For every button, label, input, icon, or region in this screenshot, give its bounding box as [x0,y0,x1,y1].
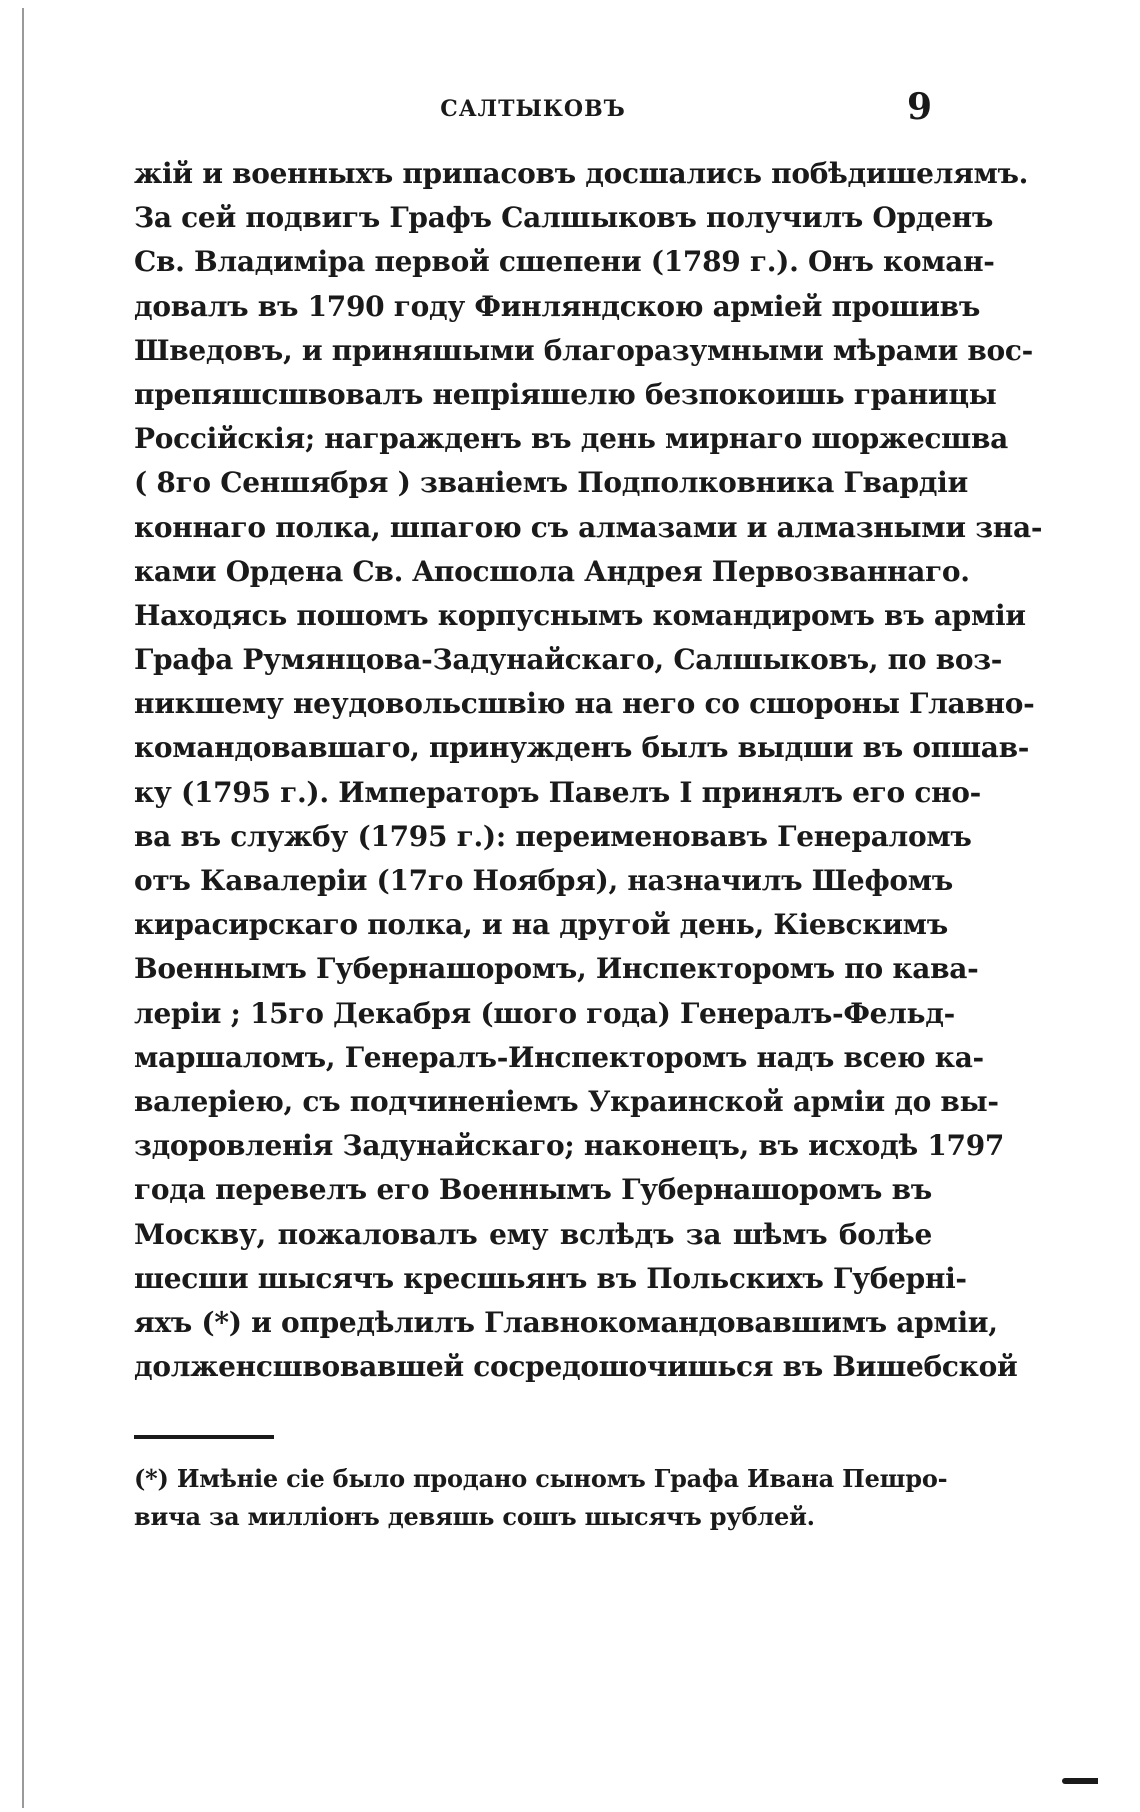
text-line: Находясь пошомъ корпуснымъ командиромъ въ арміи [134,598,1026,632]
text-line: ва въ службу (1795 г.): переименовавъ Генераломъ [134,819,972,853]
page-edge [22,8,24,1808]
text-line: года перевелъ его Военнымъ Губернашоромъ въ [134,1173,932,1207]
text-line: За сей подвигъ Графъ Салшыковъ получилъ Орденъ [134,201,994,235]
text-line: яхъ (*) и опредѣлилъ Главнокомандовавшимъ арміи, [134,1305,998,1339]
page-header [134,86,932,132]
scan-mark [1062,1778,1098,1784]
text-line: командовавшаго, принужденъ былъ выдши въ опшав- [134,731,1030,765]
text-line: долженсшвовавшей сосредошочишься въ Вишебской [134,1350,1018,1384]
footnote-divider [134,1435,274,1439]
text-line: Военнымъ Губернашоромъ, Инспекторомъ по кава- [134,952,979,986]
text-line: здоровленія Задунайскаго; наконецъ, въ исходѣ 1797 [134,1129,1005,1163]
text-line: леріи ; 15го Декабря (шого года) Генералъ-Фельд- [134,996,955,1030]
text-line: Россійскія; награжденъ въ день мирнаго шоржесшва [134,422,1008,456]
footnote-line: (*) Имѣніе сіе было продано сыномъ Графа Ивана Пешро- [134,1464,948,1493]
text-line: Москву, пожаловалъ ему вслѣдъ за шѣмъ болѣе [134,1217,932,1251]
text-line: ками Ордена Св. Aпосшола Андрея Первозваннаго. [134,554,970,588]
text-line: ( 8го Сеншября ) званіемъ Подполковника Гвардіи [134,466,968,500]
text-line: шесши шысячъ кресшьянъ въ Польскихъ Губерні- [134,1261,967,1295]
running-head: САЛТЫКОВЪ [440,96,626,122]
text-line: маршаломъ, Генералъ-Инспекторомъ надъ всею ка- [134,1040,984,1074]
body-text [134,152,1043,1389]
text-line: никшему неудовольсшвію на него со сшороны Главно- [134,687,1035,721]
text-line: препяшсшвовалъ непріяшелю безпокоишь границы [134,377,997,411]
text-line: кирасирскаго полка, и на другой день, Кіевскимъ [134,908,948,942]
text-line: отъ Кавалеріи (17го Ноября), назначилъ Шефомъ [134,864,953,897]
text-line: ку (1795 г.). Императоръ Павелъ I принялъ его сно- [134,775,981,809]
footnote-line: вича за милліонъ девяшь сошъ шысячъ рублей. [134,1502,815,1531]
text-line: Шведовъ, и приняшыми благоразумными мѣрами вос- [134,333,1033,367]
footnote [134,1460,948,1536]
text-line: валеріею, съ подчиненіемъ Украинской арміи до вы- [134,1084,999,1118]
text-line: жій и военныхъ припасовъ досшались побѣдишелямъ. [134,157,1029,190]
text-line: коннаго полка, шпагою съ алмазами и алмазными зна- [134,510,1043,544]
text-line: Св. Владиміра первой сшепени (1789 г.). Онъ коман- [134,245,995,279]
text-line: довалъ въ 1790 году Финляндскою арміей прошивъ [134,289,980,323]
page-number: 9 [906,86,932,128]
text-line: Графа Румянцова-Задунайскаго, Салшыковъ, по воз- [134,643,1003,677]
